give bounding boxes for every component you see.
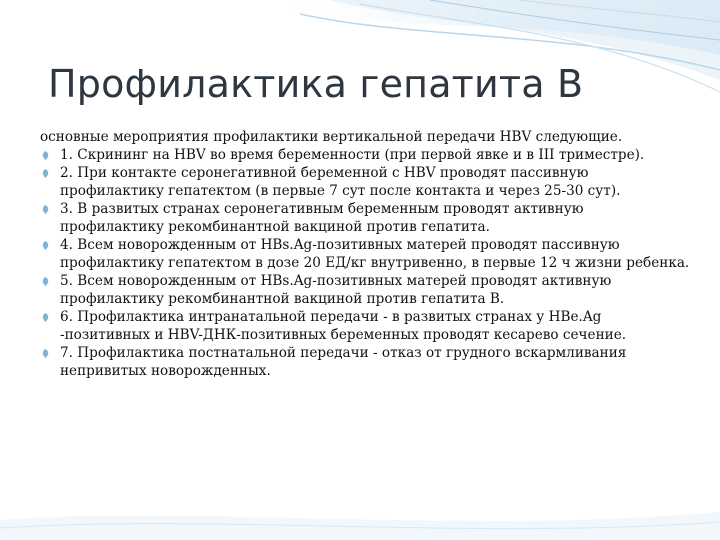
list-item xyxy=(40,272,690,308)
slide-title: Профилактика гепатита В xyxy=(48,62,584,106)
leaf-bullet-icon xyxy=(41,169,50,178)
leaf-bullet-icon xyxy=(41,277,50,286)
list-item-text: 2. При контакте серонегативной беременной с HBV проводят пассивную профилактику гепатектом (в первые 7 сут после контакта и через 25-30 сут). xyxy=(60,165,621,199)
leaf-bullet-icon xyxy=(41,313,50,322)
list-item-text: 5. Всем новорожденным от HBs.Ag-позитивных матерей проводят активную профилактику рекомбинантной вакциной против гепатита В. xyxy=(60,273,612,307)
list-item xyxy=(40,146,690,164)
list-item xyxy=(40,200,690,236)
list-item xyxy=(40,344,690,380)
slide-content xyxy=(40,128,690,380)
bullet-list xyxy=(40,146,690,380)
leaf-bullet-icon xyxy=(41,151,50,160)
list-item-text: 1. Скрининг на HBV во время беременности (при первой явке и в III триместре). xyxy=(60,147,645,163)
list-item-text: 7. Профилактика постнатальной передачи - отказ от грудного вскармливания непривитых новорожденных. xyxy=(60,345,627,379)
list-item xyxy=(40,308,690,344)
leaf-bullet-icon xyxy=(41,349,50,358)
leaf-bullet-icon xyxy=(41,205,50,214)
list-item-text: 4. Всем новорожденным от HBs.Ag-позитивных матерей проводят пассивную профилактику гепатектом в дозе 20 ЕД/кг внутривенно, в первые 12 ч жизни ребенка. xyxy=(60,237,690,271)
intro-text: основные мероприятия профилактики вертикальной передачи HBV следующие. xyxy=(40,129,623,145)
leaf-bullet-icon xyxy=(41,241,50,250)
list-item xyxy=(40,236,690,272)
list-item xyxy=(40,164,690,200)
list-item-text: 6. Профилактика интранатальной передачи - в развитых странах у HBe.Ag -позитивных и HBV-ДНК-позитивных беременных проводят кесарево сечение. xyxy=(60,309,627,343)
list-item-text: 3. В развитых странах серонегативным беременным проводят активную профилактику рекомбинантной вакциной против гепатита. xyxy=(60,201,584,235)
